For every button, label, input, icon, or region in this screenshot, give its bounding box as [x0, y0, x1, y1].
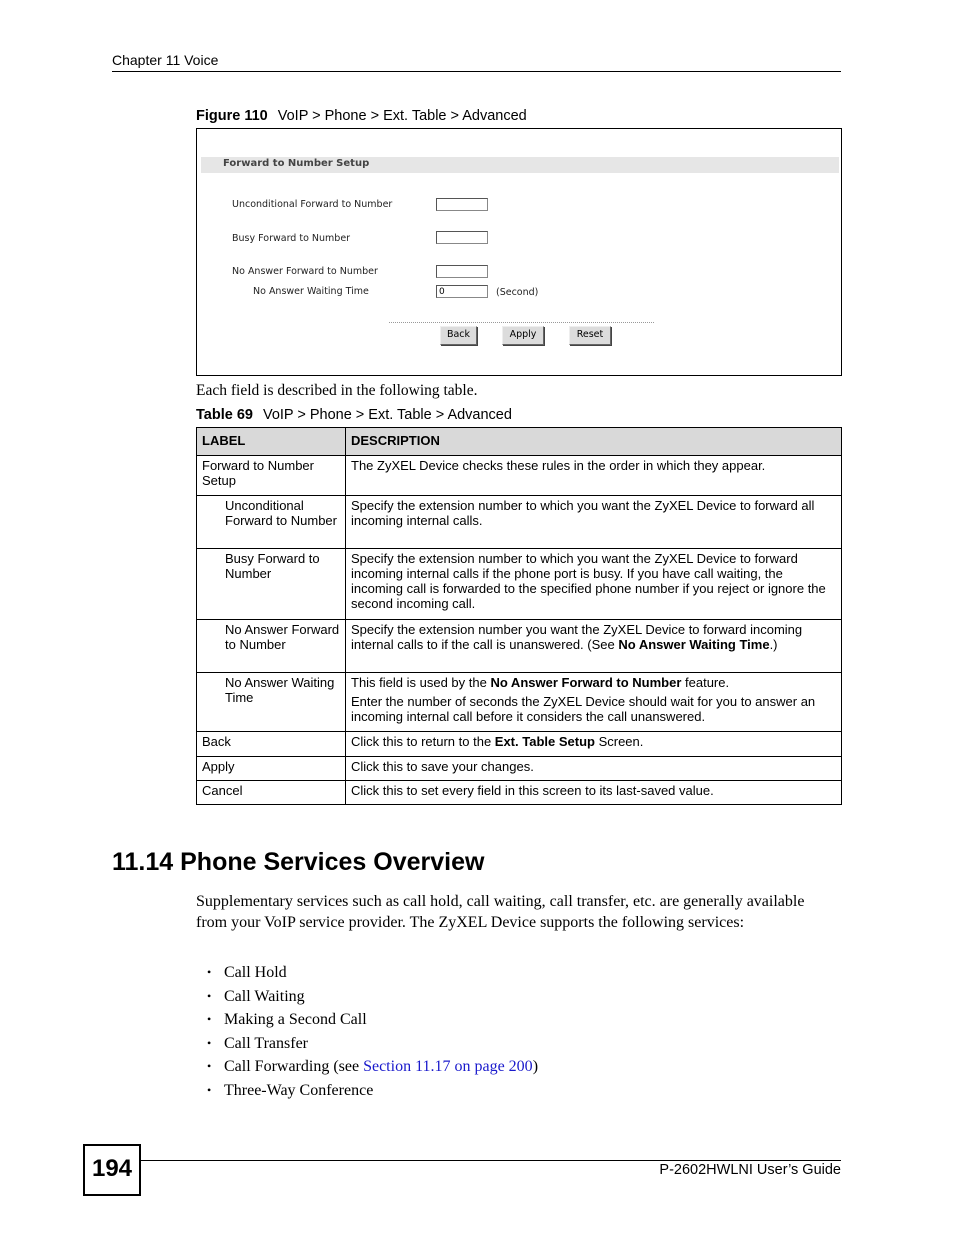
field-description-table: [196, 427, 842, 805]
list-item-text: Making a Second Call: [224, 1011, 367, 1028]
list-item-text: Call Hold: [224, 964, 287, 981]
desc-bold-ref: No Answer Waiting Time: [618, 637, 770, 652]
unconditional-forward-input[interactable]: [436, 198, 488, 211]
desc-text: This field is used by the: [351, 675, 491, 690]
unconditional-forward-label: Unconditional Forward to Number: [232, 199, 393, 210]
row-description: [346, 620, 842, 673]
list-item-text: Call Forwarding (see: [224, 1058, 364, 1075]
bullet-icon: •: [207, 1082, 212, 1097]
row-label: Apply: [197, 757, 346, 781]
figure-caption: [196, 108, 527, 124]
row-description: Click this to save your changes.: [346, 757, 842, 781]
bullet-icon: •: [207, 1012, 212, 1026]
desc-bold-ref: Ext. Table Setup: [494, 734, 595, 749]
button-divider: [389, 322, 654, 323]
guide-title: P-2602HWLNI User’s Guide: [659, 1162, 841, 1178]
list-item: [196, 1032, 538, 1056]
chapter-header: Chapter 11 Voice: [112, 52, 219, 68]
header-label: LABEL: [197, 428, 346, 456]
row-description: Specify the extension number to which you want the ZyXEL Device to forward incoming internal calls if the phone port is busy. If you have call waiting, the incoming call is forwarded to the specified phone number if you reject or ignore the second incoming call.: [346, 549, 842, 620]
bullet-icon: •: [207, 1059, 212, 1073]
section-link[interactable]: Section 11.17 on page 200: [363, 1058, 533, 1075]
desc-text: Specify the extension number you want the ZyXEL Device to forward incoming internal calls to if the call is unanswered. (See: [351, 622, 803, 652]
section-band: [201, 157, 839, 173]
desc-text: .): [769, 637, 778, 652]
busy-forward-label: Busy Forward to Number: [232, 233, 351, 244]
header-rule: [112, 71, 841, 72]
list-item-text: Call Waiting: [224, 987, 305, 1005]
row-description: Specify the extension number to which you want the ZyXEL Device to forward all incoming internal calls.: [346, 496, 842, 549]
list-item-text: Call Transfer: [224, 1034, 308, 1052]
table-row: [197, 757, 842, 781]
table-row: [197, 549, 842, 620]
table-header-row: [197, 428, 842, 456]
page-number: 194: [83, 1144, 141, 1196]
row-label: Busy Forward to Number: [197, 549, 346, 620]
no-answer-forward-input[interactable]: [436, 265, 488, 278]
row-label: No Answer Waiting Time: [197, 673, 346, 732]
table-row: [197, 496, 842, 549]
section-title: Forward to Number Setup: [223, 158, 370, 169]
busy-forward-input[interactable]: [436, 231, 488, 244]
footer-rule: [141, 1160, 841, 1161]
figure-caption-label: Figure 110: [196, 108, 268, 124]
table-row: [197, 732, 842, 757]
bullet-icon: •: [207, 988, 212, 1003]
desc-text: Click this to return to the: [351, 734, 495, 749]
desc-paragraph: Enter the number of seconds the ZyXEL Device should wait for you to answer an incoming internal call before it considers the call unanswered.: [351, 694, 816, 724]
desc-text: Screen.: [594, 734, 644, 749]
back-button[interactable]: Back: [440, 326, 477, 345]
list-item-text: Three-Way Conference: [224, 1081, 374, 1099]
row-label: Forward to Number Setup: [197, 456, 346, 496]
row-description: [346, 673, 842, 732]
table-caption-text: VoIP > Phone > Ext. Table > Advanced: [262, 407, 512, 423]
reset-button[interactable]: Reset: [569, 326, 611, 345]
list-item-text: ): [532, 1058, 539, 1075]
table-row: [197, 620, 842, 673]
waiting-time-input[interactable]: 0: [436, 285, 488, 298]
services-list: [196, 961, 538, 1102]
table-row: [197, 456, 842, 496]
row-description: [346, 732, 842, 757]
desc-bold-ref: No Answer Forward to Number: [490, 675, 682, 690]
waiting-time-unit: (Second): [496, 287, 539, 298]
list-item: [196, 961, 538, 985]
bullet-icon: •: [207, 965, 212, 979]
row-label: Back: [197, 732, 346, 757]
table-row: [197, 781, 842, 805]
table-caption-label: Table 69: [196, 407, 253, 423]
row-description: The ZyXEL Device checks these rules in the order in which they appear.: [346, 456, 842, 496]
no-answer-forward-label: No Answer Forward to Number: [232, 266, 378, 277]
list-item: [196, 1055, 538, 1079]
row-description: Click this to set every field in this screen to its last-saved value.: [346, 781, 842, 805]
row-label: Cancel: [197, 781, 346, 805]
row-label: No Answer Forward to Number: [197, 620, 346, 673]
row-label: Unconditional Forward to Number: [197, 496, 346, 549]
list-item: [196, 985, 538, 1009]
section-paragraph: Supplementary services such as call hold, call waiting, call transfer, etc. are generally available from your VoIP service provider. The ZyXEL Device supports the following services:: [196, 893, 805, 931]
section-heading: 11.14 Phone Services Overview: [112, 848, 485, 876]
waiting-time-label: No Answer Waiting Time: [253, 286, 369, 297]
bullet-icon: •: [207, 1035, 212, 1050]
desc-paragraph: [351, 675, 836, 690]
list-item: [196, 1008, 538, 1032]
screenshot-figure: [196, 128, 842, 376]
desc-text: feature.: [681, 675, 730, 690]
intro-text: Each field is described in the following table.: [196, 382, 478, 399]
table-caption: [196, 407, 512, 423]
list-item: [196, 1079, 538, 1103]
header-description: DESCRIPTION: [346, 428, 842, 456]
apply-button[interactable]: Apply: [502, 326, 544, 345]
figure-caption-text: VoIP > Phone > Ext. Table > Advanced: [277, 108, 527, 124]
table-row: [197, 673, 842, 732]
